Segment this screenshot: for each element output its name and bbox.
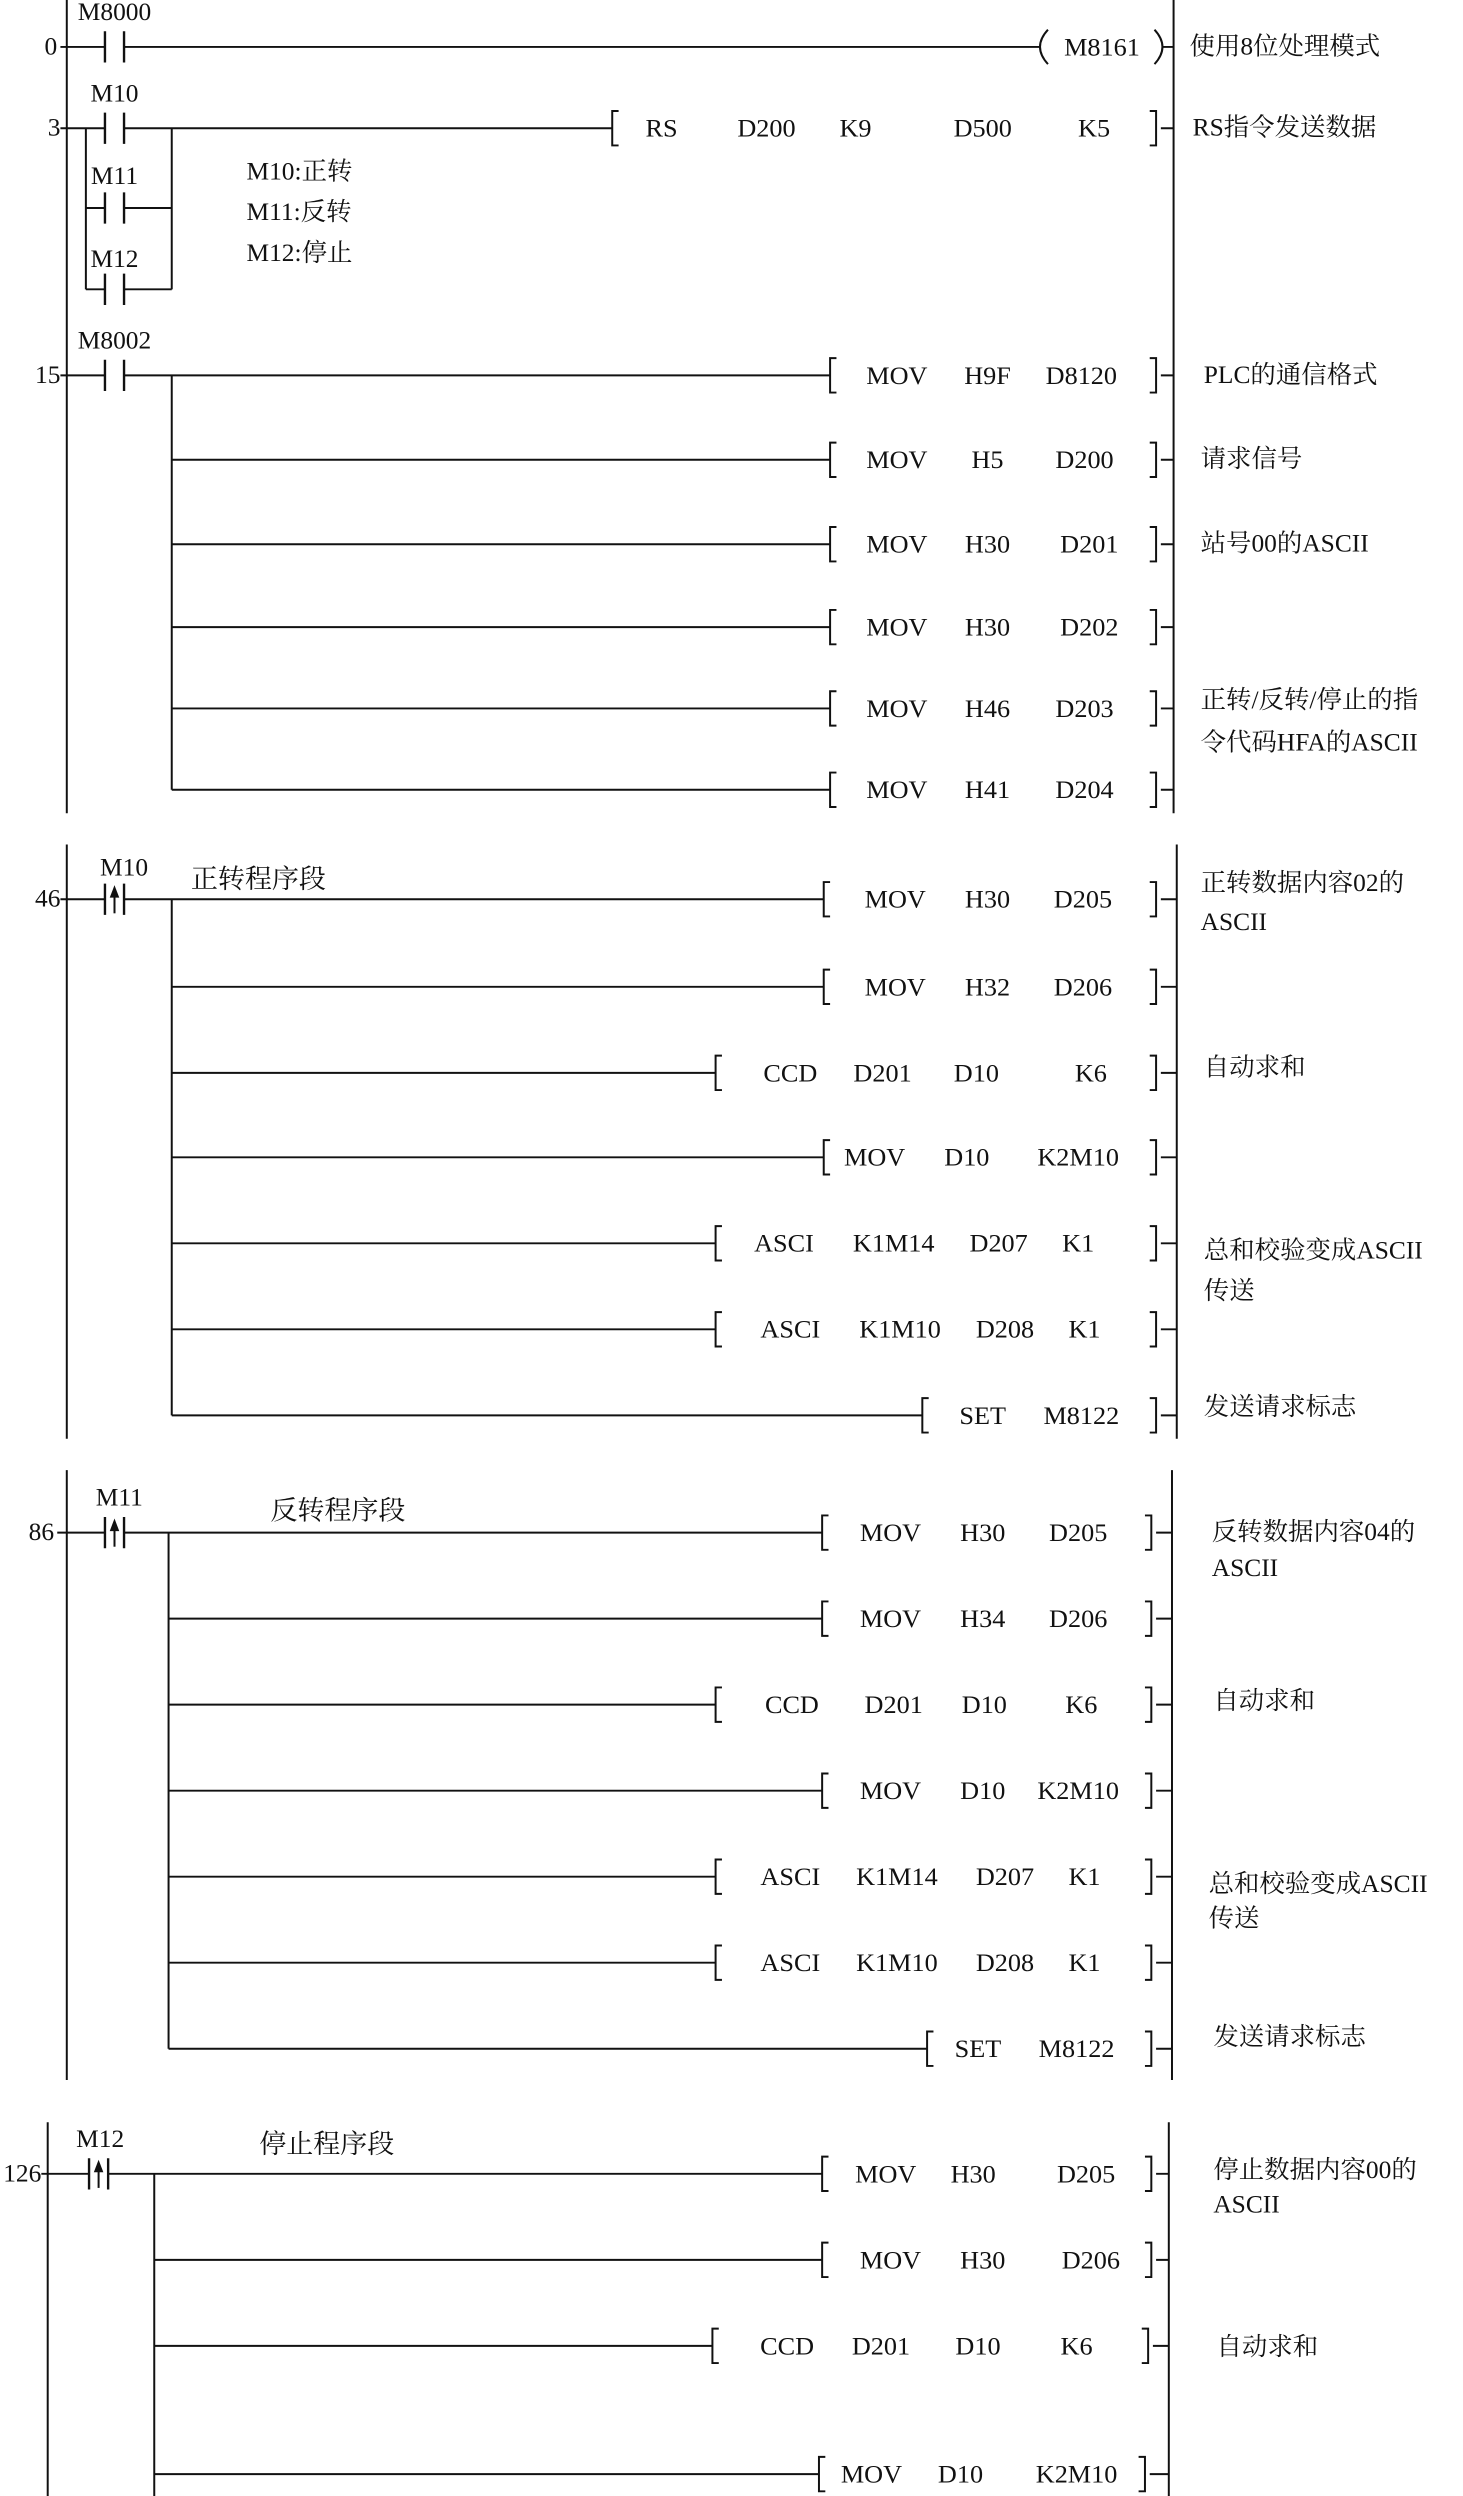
instruction-row (822, 1773, 1151, 1807)
comment-line: 使用8位处理模式 (1189, 33, 1381, 61)
comment-line: 总和校验变成ASCII (1208, 1871, 1428, 1898)
rising-edge-contact-icon (105, 884, 124, 915)
instruction-operand: D8120 (1045, 360, 1118, 390)
comment-line: ASCII (1200, 909, 1268, 937)
instruction-operand: D203 (1055, 694, 1114, 723)
instruction-operand: K1 (1068, 1314, 1101, 1344)
comment-line: RS指令发送数据 (1192, 114, 1377, 142)
normally-open-contact-icon (105, 274, 124, 305)
instruction-operand: H41 (964, 775, 1011, 805)
instruction-brackets (922, 1398, 1156, 1432)
instruction-opcode: MOV (866, 529, 928, 559)
comment-line: 发送请求标志 (1213, 2024, 1366, 2052)
instruction-opcode: MOV (840, 2459, 903, 2489)
instruction-row (612, 111, 1376, 145)
instruction-opcode: MOV (859, 1776, 922, 1806)
contact-bars (105, 360, 124, 391)
instruction-row (830, 527, 1369, 561)
comment-line: 反转数据内容04的 (1211, 1519, 1416, 1547)
instruction-opcode: MOV (864, 972, 926, 1002)
instruction-operand: K6 (1074, 1058, 1107, 1088)
instruction-row (822, 1601, 1151, 1635)
contact-label: M8002 (77, 327, 152, 355)
instruction-operand: H5 (971, 445, 1004, 475)
rising-edge-arrowhead (94, 2160, 104, 2173)
instruction-row (830, 443, 1302, 477)
rising-edge-contact-icon (105, 1517, 124, 1548)
step-number: 126 (3, 2160, 42, 2188)
instruction-operand: M8122 (1043, 1400, 1120, 1430)
instruction-operand: H46 (964, 694, 1011, 723)
instruction-operand: D205 (1049, 1518, 1108, 1548)
comment-line: 自动求和 (1213, 1688, 1316, 1715)
instruction-opcode: SET (959, 1400, 1007, 1430)
rung-wiring (60, 128, 1173, 289)
step-number: 3 (47, 114, 61, 142)
instruction-row (716, 1687, 1315, 1722)
instruction-operand: D500 (953, 113, 1012, 143)
instruction-row (822, 1515, 1415, 1582)
instruction-opcode: MOV (859, 2245, 922, 2275)
instruction-operand: H30 (964, 612, 1011, 642)
instruction-operand: H30 (964, 529, 1011, 559)
normally-open-contact-icon (105, 192, 124, 223)
contact-label: M12 (90, 246, 139, 273)
comment-line: 站号00的ASCII (1200, 530, 1369, 558)
instruction-opcode: SET (954, 2034, 1002, 2064)
contact-note: M12:停止 (246, 239, 353, 267)
rising-edge-arrowhead (110, 885, 120, 898)
rung-wiring (60, 375, 1173, 789)
contact-bars (105, 31, 124, 62)
instruction-opcode: MOV (864, 884, 926, 914)
instruction-operand: K1M10 (856, 1948, 938, 1978)
instruction-operand: H32 (964, 972, 1011, 1002)
instruction-row (824, 869, 1404, 936)
instruction-operand: K6 (1065, 1690, 1098, 1720)
instruction-row (830, 358, 1377, 392)
instruction-operand: D10 (955, 2331, 1001, 2361)
instruction-operand: D201 (864, 1690, 923, 1720)
instruction-row (716, 1312, 1156, 1346)
instruction-row (716, 1946, 1152, 1980)
instruction-operand: K9 (839, 113, 872, 143)
instruction-opcode: CCD (760, 2331, 815, 2361)
instruction-operand: H30 (964, 884, 1011, 914)
rung (29, 1485, 1428, 2066)
comment-line: 传送 (1203, 1278, 1255, 1306)
instruction-operand: K1M14 (856, 1862, 938, 1892)
instruction-opcode: ASCI (754, 1228, 814, 1258)
instruction-operand: K2M10 (1035, 2459, 1118, 2489)
contact-label: M10 (100, 854, 149, 882)
instruction-opcode: MOV (866, 775, 928, 805)
instruction-operand: D201 (851, 2331, 911, 2361)
instruction-operand: K2M10 (1037, 1776, 1119, 1806)
instruction-operand: D207 (969, 1228, 1028, 1258)
comment-line: PLC的通信格式 (1203, 361, 1378, 389)
instruction-operand: D10 (944, 1142, 990, 1172)
comment-line: 正转数据内容02的 (1200, 870, 1405, 897)
comment-line: ASCII (1213, 2191, 1280, 2219)
instruction-operand: D206 (1061, 2245, 1121, 2275)
rung (45, 0, 1381, 64)
comment-line: 自动求和 (1203, 1054, 1306, 1082)
normally-open-contact-icon (105, 360, 124, 391)
contact-label: M11 (90, 163, 139, 191)
instruction-operand: K1 (1068, 1862, 1101, 1892)
rung (35, 328, 1418, 807)
instruction-row (716, 1226, 1423, 1305)
rising-edge-arrowhead (110, 1519, 120, 1532)
section-label: 反转程序段 (270, 1495, 406, 1526)
contact-label: M10 (90, 80, 139, 108)
instruction-row (824, 1140, 1156, 1174)
instruction-operand: H30 (960, 1518, 1006, 1548)
instruction-opcode: RS (645, 113, 678, 143)
comment-line: 令代码HFA的ASCII (1200, 729, 1418, 757)
rung (3, 2126, 1417, 2496)
contact-bars (105, 192, 124, 223)
comment-line: ASCII (1211, 1555, 1279, 1582)
coil-address: M8161 (1064, 32, 1140, 62)
step-number: 15 (35, 361, 61, 389)
instruction-operand: D201 (853, 1058, 912, 1088)
instruction-operand: K1 (1068, 1948, 1101, 1978)
step-number: 0 (44, 33, 58, 61)
instruction-operand: D204 (1055, 775, 1114, 805)
comment-line: 传送 (1208, 1905, 1260, 1933)
section-label: 停止程序段 (259, 2129, 395, 2159)
instruction-opcode: MOV (866, 694, 928, 723)
comment-line: 正转/反转/停止的指 (1200, 687, 1419, 715)
instruction-row (824, 970, 1156, 1004)
instruction-row (830, 686, 1418, 756)
normally-open-contact-icon (105, 113, 124, 144)
instruction-row (822, 2243, 1151, 2277)
output-row (1040, 30, 1380, 64)
instruction-opcode: MOV (855, 2159, 917, 2189)
rung (35, 855, 1423, 1433)
instruction-operand: D200 (737, 113, 796, 143)
instruction-row (716, 1859, 1428, 1932)
contact-note: M11:反转 (246, 199, 352, 227)
section-label: 正转程序段 (190, 864, 326, 894)
instruction-operand: D208 (975, 1948, 1035, 1978)
instruction-operand: D206 (1049, 1604, 1108, 1634)
instruction-opcode: MOV (866, 360, 928, 390)
instruction-operand: D200 (1055, 445, 1114, 475)
instruction-operand: D208 (975, 1314, 1035, 1344)
instruction-row (830, 773, 1156, 807)
instruction-brackets (612, 111, 1156, 145)
instruction-row (822, 2156, 1417, 2218)
contact-label: M11 (95, 1484, 143, 1512)
instruction-opcode: CCD (764, 1690, 819, 1720)
instruction-operand: D201 (1060, 529, 1119, 559)
instruction-operand: D10 (960, 1776, 1006, 1806)
contact-bars (105, 274, 124, 305)
instruction-operand: M8122 (1038, 2034, 1115, 2064)
instruction-opcode: MOV (866, 612, 928, 642)
contact-label: M8000 (77, 0, 152, 26)
instruction-operand: K1M14 (852, 1228, 935, 1258)
instruction-operand: D206 (1053, 972, 1113, 1002)
instruction-operand: D10 (961, 1690, 1007, 1720)
instruction-operand: D205 (1056, 2159, 1116, 2189)
instruction-opcode: MOV (859, 1518, 922, 1548)
normally-open-contact-icon (105, 31, 124, 62)
step-number: 86 (28, 1519, 55, 1547)
comment-line: 请求信号 (1200, 446, 1303, 474)
instruction-opcode: ASCI (760, 1862, 821, 1892)
comment-line: 发送请求标志 (1203, 1394, 1357, 1421)
instruction-operand: H30 (950, 2159, 996, 2189)
rising-edge-contact-icon (89, 2158, 108, 2189)
instruction-operand: H30 (960, 2245, 1006, 2275)
instruction-row (716, 1054, 1306, 1090)
instruction-operand: K5 (1078, 113, 1111, 143)
instruction-opcode: ASCI (760, 1314, 821, 1344)
instruction-operand: H34 (960, 1604, 1006, 1634)
comment-line: 自动求和 (1216, 2334, 1319, 2361)
instruction-opcode: ASCI (760, 1948, 821, 1978)
contact-label: M12 (76, 2126, 125, 2153)
instruction-operand: K1 (1062, 1228, 1095, 1258)
instruction-operand: K6 (1060, 2331, 1093, 2361)
instruction-row (830, 610, 1156, 644)
instruction-operand: K2M10 (1037, 1142, 1119, 1172)
instruction-operand: D205 (1053, 884, 1113, 914)
instruction-row (927, 2023, 1367, 2066)
step-number: 46 (35, 885, 61, 913)
instruction-operand: D202 (1060, 612, 1119, 642)
instruction-row (922, 1393, 1357, 1432)
rung (48, 80, 1377, 305)
instruction-operand: D10 (953, 1058, 999, 1088)
contact-note: M10:正转 (246, 158, 353, 186)
instruction-opcode: MOV (866, 445, 928, 475)
instruction-opcode: MOV (859, 1604, 922, 1634)
instruction-operand: K1M10 (859, 1314, 941, 1344)
instruction-operand: H9F (964, 360, 1011, 390)
instruction-operand: D207 (975, 1862, 1035, 1892)
comment-line: 停止数据内容00的 (1213, 2157, 1417, 2185)
contact-bars (105, 113, 124, 144)
instruction-row (819, 2457, 1145, 2491)
instruction-row (712, 2329, 1318, 2363)
instruction-opcode: CCD (763, 1058, 818, 1088)
instruction-opcode: MOV (844, 1142, 906, 1172)
comment-line: 总和校验变成ASCII (1203, 1237, 1423, 1265)
instruction-operand: D10 (937, 2459, 984, 2489)
